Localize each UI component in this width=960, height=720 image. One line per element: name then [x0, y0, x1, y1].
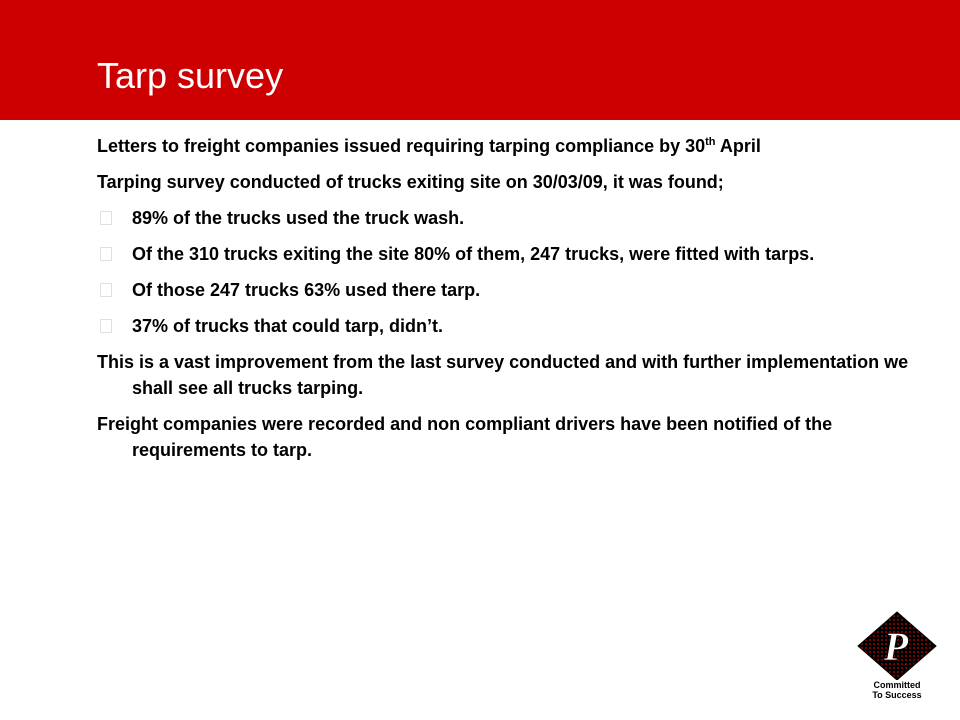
bullet-box-icon — [100, 247, 112, 261]
title-bar — [0, 0, 960, 120]
bullet-box-icon — [100, 211, 112, 225]
paragraph-letters — [97, 133, 917, 159]
bullet-text: Of the 310 trucks exiting the site 80% of them, 247 trucks, were fitted with tarps. — [132, 244, 815, 264]
bullet-text: Of those 247 trucks 63% used there tarp. — [132, 280, 481, 300]
paragraph-freight: Freight companies were recorded and non compliant drivers have been notified of the requirements to tarp. — [97, 414, 833, 460]
paragraph-letters-tail: April — [715, 136, 761, 156]
paragraph-survey: Tarping survey conducted of trucks exiting site on 30/03/09, it was found; — [97, 172, 724, 192]
paragraph-letters-text: Letters to freight companies issued requiring tarping compliance by 30 — [97, 136, 706, 156]
bullet-box-icon — [100, 319, 112, 333]
logo-letter: P — [883, 624, 909, 669]
bullet-item — [97, 241, 917, 267]
slide-body — [97, 133, 917, 473]
bullet-item — [97, 313, 917, 339]
bullet-text: 37% of trucks that could tarp, didn’t. — [132, 316, 444, 336]
superscript-th: th — [705, 136, 716, 148]
company-logo — [852, 610, 942, 705]
paragraph-improvement: This is a vast improvement from the last survey conducted and with further implementation we shall see all trucks tarping. — [97, 352, 909, 398]
slide-title: Tarp survey — [97, 55, 284, 96]
bullet-box-icon — [100, 283, 112, 297]
bullet-item — [97, 205, 917, 231]
bullet-text: 89% of the trucks used the truck wash. — [132, 208, 465, 228]
diamond-p-logo-icon — [852, 610, 942, 680]
logo-tagline-2: To Success — [872, 690, 922, 700]
bullet-item — [97, 277, 917, 303]
logo-tagline-1: Committed — [873, 680, 921, 690]
